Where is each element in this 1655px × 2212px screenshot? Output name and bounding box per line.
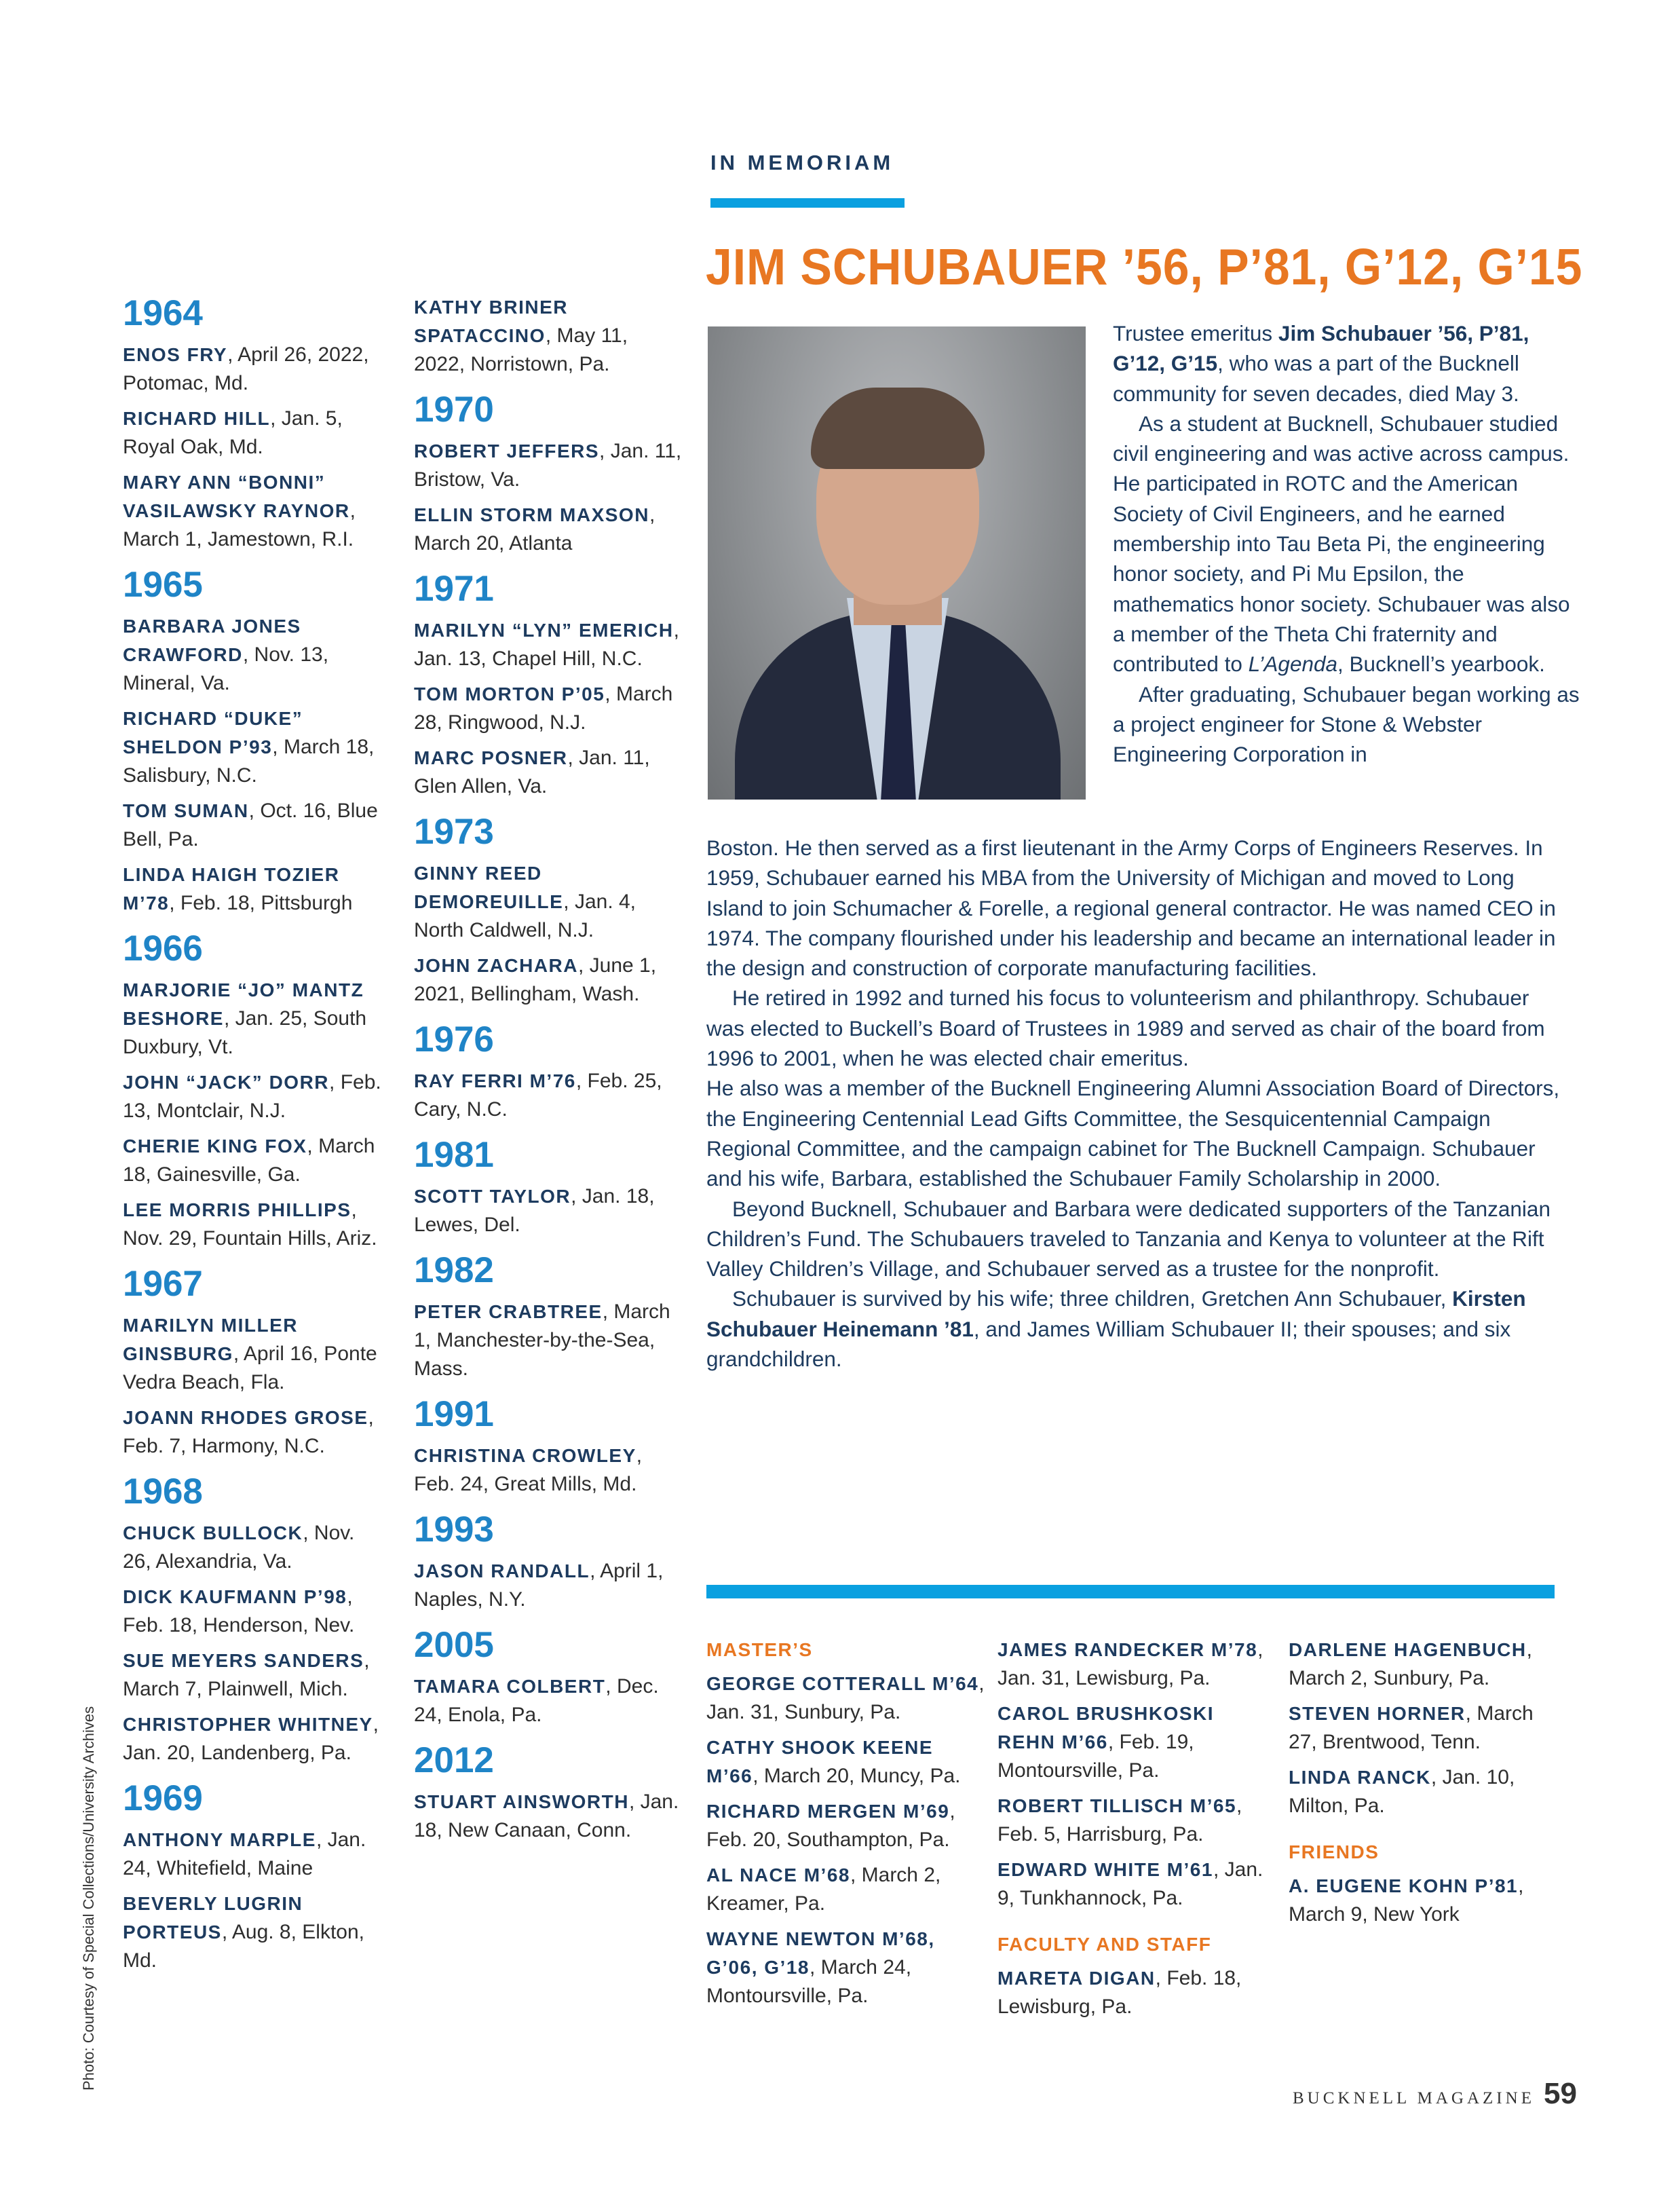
entry-details: , Jan. 13, Chapel Hill, N.C. (414, 619, 679, 670)
entry-details: , Feb. 13, Montclair, N.J. (123, 1071, 381, 1122)
memoriam-entry (1289, 1636, 1567, 1693)
memoriam-entry (997, 1856, 1276, 1913)
memoriam-entry (1289, 1872, 1567, 1929)
entry-details: , Feb. 20, Southampton, Pa. (706, 1800, 955, 1851)
memoriam-entry (123, 1196, 387, 1253)
entry-details: , Dec. 24, Enola, Pa. (414, 1675, 659, 1726)
entry-details: , Oct. 16, Blue Bell, Pa. (123, 800, 378, 850)
entry-details: , March 28, Ringwood, N.J. (414, 683, 673, 734)
memoriam-entry (997, 1792, 1276, 1849)
story-paragraph-7: Schubauer is survived by his wife; three children, Gretchen Ann Schubauer, Kirsten Schubauer Heinemann ’81, and James William Schubauer II; their spouses; and six grandchildren. (706, 1286, 1526, 1372)
obituary-text-top (1113, 318, 1581, 769)
decedent-name: KATHY BRINER SPATACCINO (414, 297, 568, 346)
memoriam-entry (414, 1557, 682, 1614)
entry-details: , Jan. 11, Glen Allen, Va. (414, 747, 650, 798)
entry-details: , Feb. 24, Great Mills, Md. (414, 1444, 643, 1495)
class-year-heading: 1993 (414, 1510, 494, 1550)
memoriam-entry (706, 1670, 985, 1727)
decedent-name: CHRISTINA CROWLEY (414, 1445, 636, 1466)
class-year-heading: 1964 (123, 293, 203, 333)
decedent-name: MARILYN MILLER GINSBURG (123, 1315, 298, 1364)
decedent-name: MARETA DIGAN (997, 1968, 1156, 1989)
decedent-name: JOANN RHODES GROSE (123, 1407, 368, 1428)
entry-details: , Jan. 18, Lewes, Del. (414, 1185, 655, 1236)
class-year-heading: 1966 (123, 929, 203, 969)
decedent-name: AL NACE M’68 (706, 1864, 850, 1886)
decedent-name: RICHARD MERGEN M’69 (706, 1801, 950, 1822)
entry-details: , Jan. 4, North Caldwell, N.J. (414, 891, 636, 941)
decedent-name: TOM SUMAN (123, 800, 249, 821)
story-paragraph-2: As a student at Bucknell, Schubauer studied civil engineering and was active across campus. He participated in ROTC and the American Society of Civil Engineers, and he earned membership into Tau Beta Pi, the engineering honor society, and Pi Mu Epsilon, the mathematics honor society. Schubauer was also a member of the Theta Chi fraternity and contributed to L’Agenda, Bucknell’s yearbook. (1113, 411, 1570, 677)
memoriam-entry (414, 1182, 682, 1239)
decedent-name: A. EUGENE KOHN P’81 (1289, 1875, 1519, 1896)
masters-list-1 (706, 1670, 985, 2010)
decedent-name: JAMES RANDECKER M’78 (997, 1639, 1258, 1660)
memoriam-entry (123, 797, 387, 854)
decedent-name: PETER CRABTREE (414, 1301, 603, 1322)
decedent-name: DARLENE HAGENBUCH (1289, 1639, 1527, 1660)
class-year-heading: 1967 (123, 1264, 203, 1304)
obituary-text-bottom (706, 833, 1565, 1374)
entry-details: , June 1, 2021, Bellingham, Wash. (414, 954, 657, 1005)
memoriam-entry (123, 1826, 387, 1883)
decedent-name: CHRISTOPHER WHITNEY (123, 1714, 373, 1735)
memoriam-entry (123, 1583, 387, 1640)
class-year-heading: 1969 (123, 1778, 203, 1818)
entry-details: , March 20, Muncy, Pa. (753, 1765, 961, 1787)
entry-details: , March 9, New York (1289, 1875, 1524, 1926)
decedent-name: GINNY REED DEMOREUILLE (414, 863, 564, 912)
entry-details: , Nov. 26, Alexandria, Va. (123, 1522, 355, 1573)
entry-details: , Nov. 13, Mineral, Va. (123, 643, 329, 694)
decedent-name: TOM MORTON P’05 (414, 683, 605, 705)
decedent-name: LEE MORRIS PHILLIPS (123, 1199, 351, 1220)
class-year-heading: 2005 (414, 1625, 494, 1665)
memoriam-entry (706, 1797, 985, 1854)
story-paragraph-3-rest: Boston. He then served as a first lieutenant in the Army Corps of Engineers Reserves. In 1959, Schubauer earned his MBA from the University of Michigan and moved to Long Island to join Schumacher & Forelle, a regional general contractor. He was named CEO in 1974. The company flourished under his leadership and became an international leader in the design and construction of corporate manufacturing facilities. (706, 836, 1556, 981)
memoriam-entry (414, 952, 682, 1009)
entry-details: , Aug. 8, Elkton, Md. (123, 1921, 364, 1972)
entry-details: , Jan. 31, Lewisburg, Pa. (997, 1638, 1263, 1689)
memoriam-entry (706, 1925, 985, 2010)
memoriam-entry (414, 616, 682, 673)
entry-details: , April 26, 2022, Potomac, Md. (123, 343, 369, 394)
masters-list-2 (997, 1636, 1276, 1913)
memoriam-entry (1289, 1700, 1567, 1757)
entry-details: , Feb. 18, Henderson, Nev. (123, 1586, 355, 1636)
memoriam-entry (123, 468, 387, 554)
entry-details: , March 24, Montoursville, Pa. (706, 1956, 912, 2007)
decedent-name: DICK KAUFMANN P’98 (123, 1586, 347, 1607)
entry-details: , March 27, Brentwood, Tenn. (1289, 1702, 1534, 1753)
decedent-name: CHUCK BULLOCK (123, 1522, 303, 1543)
decedent-name: JOHN “JACK” DORR (123, 1072, 330, 1093)
memoriam-entry (414, 501, 682, 558)
entry-details: , March 2, Kreamer, Pa. (706, 1864, 941, 1915)
decedent-name: BARBARA JONES CRAWFORD (123, 616, 301, 665)
decedent-name: ELLIN STORM MAXSON (414, 504, 649, 525)
memoriam-entry (123, 1890, 387, 1975)
class-year-heading: 1982 (414, 1250, 494, 1290)
decedent-name: MARILYN “LYN” EMERICH (414, 620, 674, 641)
decedent-name: WAYNE NEWTON M’68, G’06, G’18 (706, 1928, 935, 1978)
masters-column-3 (1289, 1636, 1567, 1936)
decedent-name: RAY FERRI M’76 (414, 1070, 576, 1091)
masters-column-2 (997, 1636, 1276, 2028)
decedent-name: GEORGE COTTERALL M’64 (706, 1673, 979, 1694)
entry-details: , Jan. 10, Milton, Pa. (1289, 1766, 1515, 1817)
decedent-name: SCOTT TAYLOR (414, 1186, 571, 1207)
class-year-heading: 1971 (414, 569, 494, 609)
faculty-list (997, 1964, 1276, 2021)
memoriam-column-1 (123, 292, 387, 1982)
decedent-name: RICHARD “DUKE” SHELDON P’93 (123, 708, 303, 757)
memoriam-entry (414, 437, 682, 494)
entry-details: , Jan. 25, South Duxbury, Vt. (123, 1007, 367, 1058)
class-year-heading: 2012 (414, 1740, 494, 1780)
entry-details: , Jan. 5, Royal Oak, Md. (123, 407, 343, 458)
faculty-heading: FACULTY AND STAFF (997, 1934, 1212, 1955)
memoriam-entry (1289, 1763, 1567, 1820)
kicker-rule (710, 198, 905, 208)
memoriam-entry (123, 1132, 387, 1189)
entry-details: , March 1, Jamestown, R.I. (123, 500, 356, 550)
story-paragraph-1: Trustee emeritus Jim Schubauer ’56, P’81, G’12, G’15, who was a part of the Bucknell community for seven decades, died May 3. (1113, 321, 1529, 406)
memoriam-column-2 (414, 293, 682, 1852)
decedent-name: STEVEN HORNER (1289, 1703, 1466, 1724)
memoriam-entry (123, 1311, 387, 1397)
entry-details: , March 18, Salisbury, N.C. (123, 736, 375, 787)
decedent-name: ROBERT JEFFERS (414, 440, 600, 462)
photo-credit: Photo: Courtesy of Special Collections/University Archives (80, 1706, 97, 2091)
memoriam-entry (414, 859, 682, 945)
decedent-name: BEVERLY LUGRIN PORTEUS (123, 1893, 303, 1943)
masters-list-3 (1289, 1636, 1567, 1820)
entry-details: , Jan. 20, Landenberg, Pa. (123, 1713, 379, 1764)
decedent-name: CHERIE KING FOX (123, 1136, 307, 1157)
memoriam-entry (123, 861, 387, 918)
memoriam-entry (123, 405, 387, 462)
entry-details: , April 1, Naples, N.Y. (414, 1560, 664, 1611)
memoriam-entry (414, 293, 682, 379)
masters-heading: MASTER’S (706, 1639, 813, 1660)
decedent-name: ENOS FRY (123, 344, 228, 365)
decedent-name: LINDA HAIGH TOZIER M’78 (123, 864, 340, 914)
memoriam-entry (123, 1647, 387, 1704)
entry-details: , March 18, Gainesville, Ga. (123, 1135, 375, 1186)
story-paragraph-4: He retired in 1992 and turned his focus to volunteerism and philanthropy. Schubauer was elected to Buckell’s Board of Trustees in 1989 and served as chair of the board from 1996 to 2001, when he was elected chair emeritus. (706, 986, 1545, 1071)
entry-details: , Feb. 5, Harrisburg, Pa. (997, 1795, 1242, 1845)
class-year-heading: 1970 (414, 390, 494, 430)
memoriam-entry (414, 1298, 682, 1383)
entry-details: , May 11, 2022, Norristown, Pa. (414, 324, 628, 375)
story-paragraph-6: Beyond Bucknell, Schubauer and Barbara were dedicated supporters of the Tanzanian Children’s Fund. The Schubauers traveled to Tanzania and Kenya to volunteer at the Rift Valley Children’s Village, and Schubauer served as a trustee for the nonprofit. (706, 1196, 1551, 1281)
memoriam-entry (414, 1672, 682, 1729)
masters-column-1 (706, 1636, 985, 2017)
story-paragraph-5: He also was a member of the Bucknell Engineering Alumni Association Board of Directors, the Engineering Centennial Lead Gifts Committee, the Sesquicentennial Campaign Regional Committee, and the campaign cabinet for The Bucknell Campaign. Schubauer and his wife, Barbara, established the Schubauer Family Scholarship in 2000. (706, 1076, 1560, 1191)
decedent-name: RICHARD HILL (123, 408, 271, 429)
entry-details: , Jan. 24, Whitefield, Maine (123, 1829, 366, 1879)
entry-details: , March 7, Plainwell, Mich. (123, 1649, 370, 1700)
section-kicker: IN MEMORIAM (710, 151, 894, 174)
decedent-name: MARJORIE “JO” MANTZ BESHORE (123, 979, 364, 1029)
entry-details: , March 1, Manchester-by-the-Sea, Mass. (414, 1300, 670, 1380)
memoriam-entry (997, 1636, 1276, 1693)
memoriam-entry (997, 1964, 1276, 2021)
magazine-name: BUCKNELL MAGAZINE (1293, 2089, 1535, 2107)
decedent-name: EDWARD WHITE M’61 (997, 1859, 1213, 1880)
decedent-name: JASON RANDALL (414, 1560, 590, 1581)
class-year-heading: 1973 (414, 812, 494, 852)
entry-details: , Jan. 31, Sunbury, Pa. (706, 1672, 985, 1723)
decedent-name: MARY ANN “BONNI” VASILAWSKY RAYNOR (123, 472, 350, 521)
decedent-name: SUE MEYERS SANDERS (123, 1650, 364, 1671)
story-paragraph-3-start: After graduating, Schubauer began working as a project engineer for Stone & Webster Engineering Corporation in (1113, 681, 1580, 767)
decedent-name: ANTHONY MARPLE (123, 1829, 316, 1850)
decedent-name: STUART AINSWORTH (414, 1791, 629, 1812)
decedent-name: MARC POSNER (414, 747, 568, 768)
memoriam-entry (123, 341, 387, 398)
friends-list (1289, 1872, 1567, 1929)
class-year-heading: 1968 (123, 1471, 203, 1512)
entry-details: , March 2, Sunbury, Pa. (1289, 1638, 1532, 1689)
entry-details: , Feb. 18, Pittsburgh (169, 892, 353, 914)
lower-section-rule (706, 1585, 1555, 1598)
memoriam-entry (123, 1068, 387, 1125)
class-year-heading: 1965 (123, 565, 203, 605)
memoriam-entry (414, 1788, 682, 1845)
entry-details: , Jan. 18, New Canaan, Conn. (414, 1791, 679, 1841)
entry-details: , Nov. 29, Fountain Hills, Ariz. (123, 1199, 377, 1250)
memoriam-entry (414, 744, 682, 801)
decedent-name: CATHY SHOOK KEENE M’66 (706, 1737, 934, 1786)
memoriam-entry (706, 1861, 985, 1918)
memoriam-entry (414, 1442, 682, 1499)
decedent-name: CAROL BRUSHKOSKI REHN M’66 (997, 1703, 1215, 1752)
decedent-name: LINDA RANCK (1289, 1767, 1431, 1788)
entry-details: , March 20, Atlanta (414, 504, 655, 555)
memoriam-entry (706, 1733, 985, 1791)
memoriam-entry (123, 1519, 387, 1576)
memoriam-entry (123, 976, 387, 1062)
friends-heading: FRIENDS (1289, 1841, 1380, 1862)
entry-details: , Feb. 18, Lewisburg, Pa. (997, 1967, 1242, 2018)
memoriam-entry (123, 612, 387, 698)
entry-details: , Feb. 19, Montoursville, Pa. (997, 1731, 1194, 1782)
entry-details: , April 16, Ponte Vedra Beach, Fla. (123, 1343, 377, 1393)
class-year-heading: 1981 (414, 1135, 494, 1175)
decedent-name: TAMARA COLBERT (414, 1676, 606, 1697)
memoriam-entry (123, 1404, 387, 1461)
page-number: 59 (1544, 2077, 1577, 2110)
obituary-headline: JIM SCHUBAUER ’56, P’81, G’12, G’15 (706, 238, 1583, 295)
memoriam-entry (123, 1710, 387, 1767)
portrait-photo (708, 326, 1086, 800)
memoriam-entry (123, 705, 387, 790)
class-year-heading: 1991 (414, 1394, 494, 1434)
entry-details: , Feb. 7, Harmony, N.C. (123, 1406, 374, 1457)
entry-details: , Feb. 25, Cary, N.C. (414, 1070, 662, 1121)
memoriam-entry (997, 1700, 1276, 1785)
entry-details: , Jan. 9, Tunkhannock, Pa. (997, 1858, 1263, 1909)
decedent-name: ROBERT TILLISCH M’65 (997, 1795, 1237, 1816)
memoriam-entry (414, 1067, 682, 1124)
decedent-name: JOHN ZACHARA (414, 955, 578, 976)
class-year-heading: 1976 (414, 1019, 494, 1060)
memoriam-entry (414, 680, 682, 737)
entry-details: , Jan. 11, Bristow, Va. (414, 440, 682, 491)
